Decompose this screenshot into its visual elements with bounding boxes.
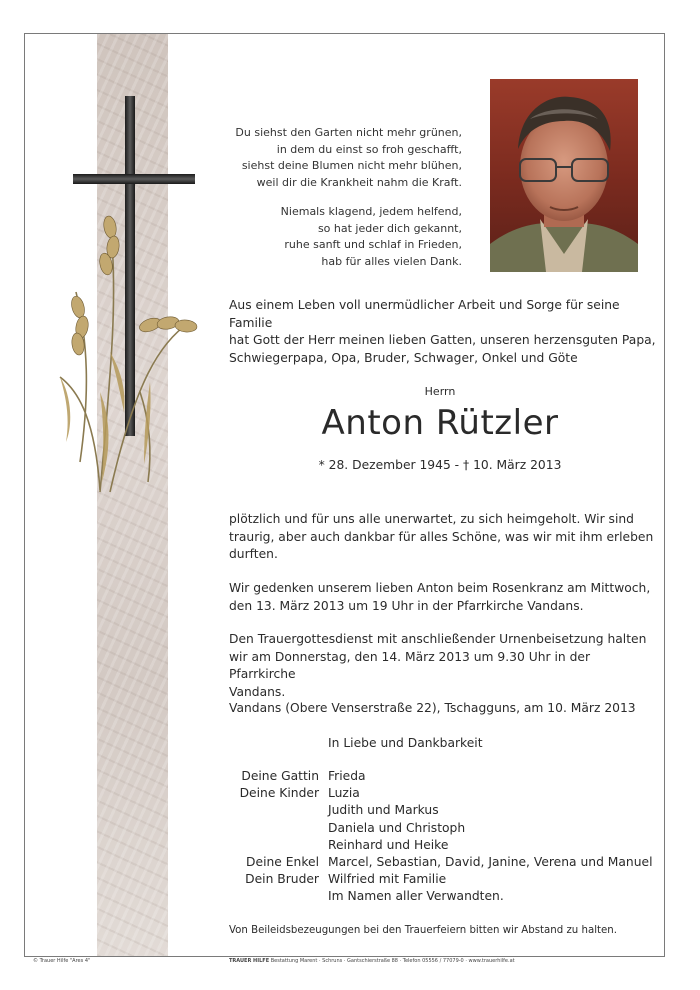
text-line: wir am Donnerstag, den 14. März 2013 um 9.30 Uhr in der Pfarrkirche — [229, 649, 591, 681]
family-list — [229, 768, 669, 906]
family-label: Deine Gattin — [241, 769, 319, 783]
family-names: Marcel, Sebastian, David, Janine, Verena und Manuel — [328, 855, 653, 870]
family-names: Judith und Markus — [328, 803, 439, 818]
poem-line: hab für alles vielen Dank. — [321, 254, 462, 268]
condolence-note: Von Beileidsbezeugungen bei den Trauerfeiern bitten wir Abstand zu halten. — [229, 925, 617, 936]
family-label — [229, 888, 328, 905]
family-label — [229, 837, 328, 854]
text-line: Vandans. — [229, 684, 286, 699]
intro-line: Schwiegerpapa, Opa, Bruder, Schwager, Onkel und Göte — [229, 350, 578, 365]
family-names: Frieda — [328, 769, 366, 783]
text-line: den 13. März 2013 um 19 Uhr in der Pfarrkirche Vandans. — [229, 598, 584, 613]
family-names: Daniela und Christoph — [328, 820, 466, 835]
salutation: Herrn — [424, 385, 456, 398]
footer-brand: TRAUER HILFE — [229, 958, 270, 964]
intro-line: hat Gott der Herr meinen lieben Gatten, unseren herzensguten Papa, — [229, 333, 656, 347]
text-line: traurig, aber auch dankbar für alles Schöne, was wir mit ihm erleben — [229, 529, 654, 544]
family-row — [229, 785, 669, 802]
family-row — [229, 854, 669, 871]
deceased-name: Anton Rützler — [321, 403, 559, 443]
family-label: Deine Kinder — [239, 786, 319, 801]
footer-address: Bestattung Marent · Schruns · Gantschierstraße 88 · Telefon 05556 / 77079-0 · www.trauerhilfe.at — [270, 958, 515, 964]
text-line: Wir gedenken unserem lieben Anton beim Rosenkranz am Mittwoch, — [229, 581, 651, 595]
closing-phrase: In Liebe und Dankbarkeit — [328, 736, 483, 750]
text-line: durften. — [229, 547, 278, 561]
poem-line: so hat jeder dich gekannt, — [317, 221, 462, 235]
family-row — [229, 888, 669, 905]
family-label — [229, 820, 328, 837]
family-row — [229, 820, 669, 837]
family-label: Dein Bruder — [245, 872, 319, 887]
family-names: Wilfried mit Familie — [328, 872, 447, 887]
family-row — [229, 837, 669, 854]
paragraph-1 — [229, 511, 659, 564]
text-line: Den Trauergottesdienst mit anschließender Urnenbeisetzung halten — [229, 632, 647, 646]
cross-with-wheat-icon — [40, 92, 210, 502]
place-date: Vandans (Obere Venserstraße 22), Tschagguns, am 10. März 2013 — [229, 701, 636, 715]
intro-text — [229, 297, 659, 367]
paragraph-2 — [229, 580, 659, 615]
footer-copyright: © Trauer Hilfe "Ares 4" — [33, 958, 91, 964]
family-row — [229, 802, 669, 819]
portrait-photo — [490, 79, 638, 272]
family-names: Im Namen aller Verwandten. — [328, 889, 504, 904]
footer-credits — [229, 958, 515, 964]
poem-line: ruhe sanft und schlaf in Frieden, — [284, 238, 462, 251]
family-names: Reinhard und Heike — [328, 837, 449, 852]
poem-line: siehst deine Blumen nicht mehr blühen, — [241, 159, 462, 172]
poem-stanza-1 — [220, 125, 462, 191]
poem-line: Niemals klagend, jedem helfend, — [280, 205, 462, 218]
family-row — [229, 768, 669, 785]
family-label — [229, 802, 328, 819]
family-row — [229, 871, 669, 888]
text-line: plötzlich und für uns alle unerwartet, zu sich heimgeholt. Wir sind — [229, 512, 634, 526]
family-label: Deine Enkel — [246, 855, 319, 870]
life-dates: * 28. Dezember 1945 - † 10. März 2013 — [318, 458, 562, 472]
family-names: Luzia — [328, 786, 360, 801]
paragraph-3 — [229, 631, 659, 701]
intro-line: Aus einem Leben voll unermüdlicher Arbeit und Sorge für seine Familie — [229, 298, 620, 330]
poem-line: weil dir die Krankheit nahm die Kraft. — [256, 175, 462, 189]
poem-line: Du siehst den Garten nicht mehr grünen, — [235, 126, 462, 139]
poem-stanza-2 — [220, 204, 462, 270]
poem-line: in dem du einst so froh geschafft, — [276, 142, 462, 156]
